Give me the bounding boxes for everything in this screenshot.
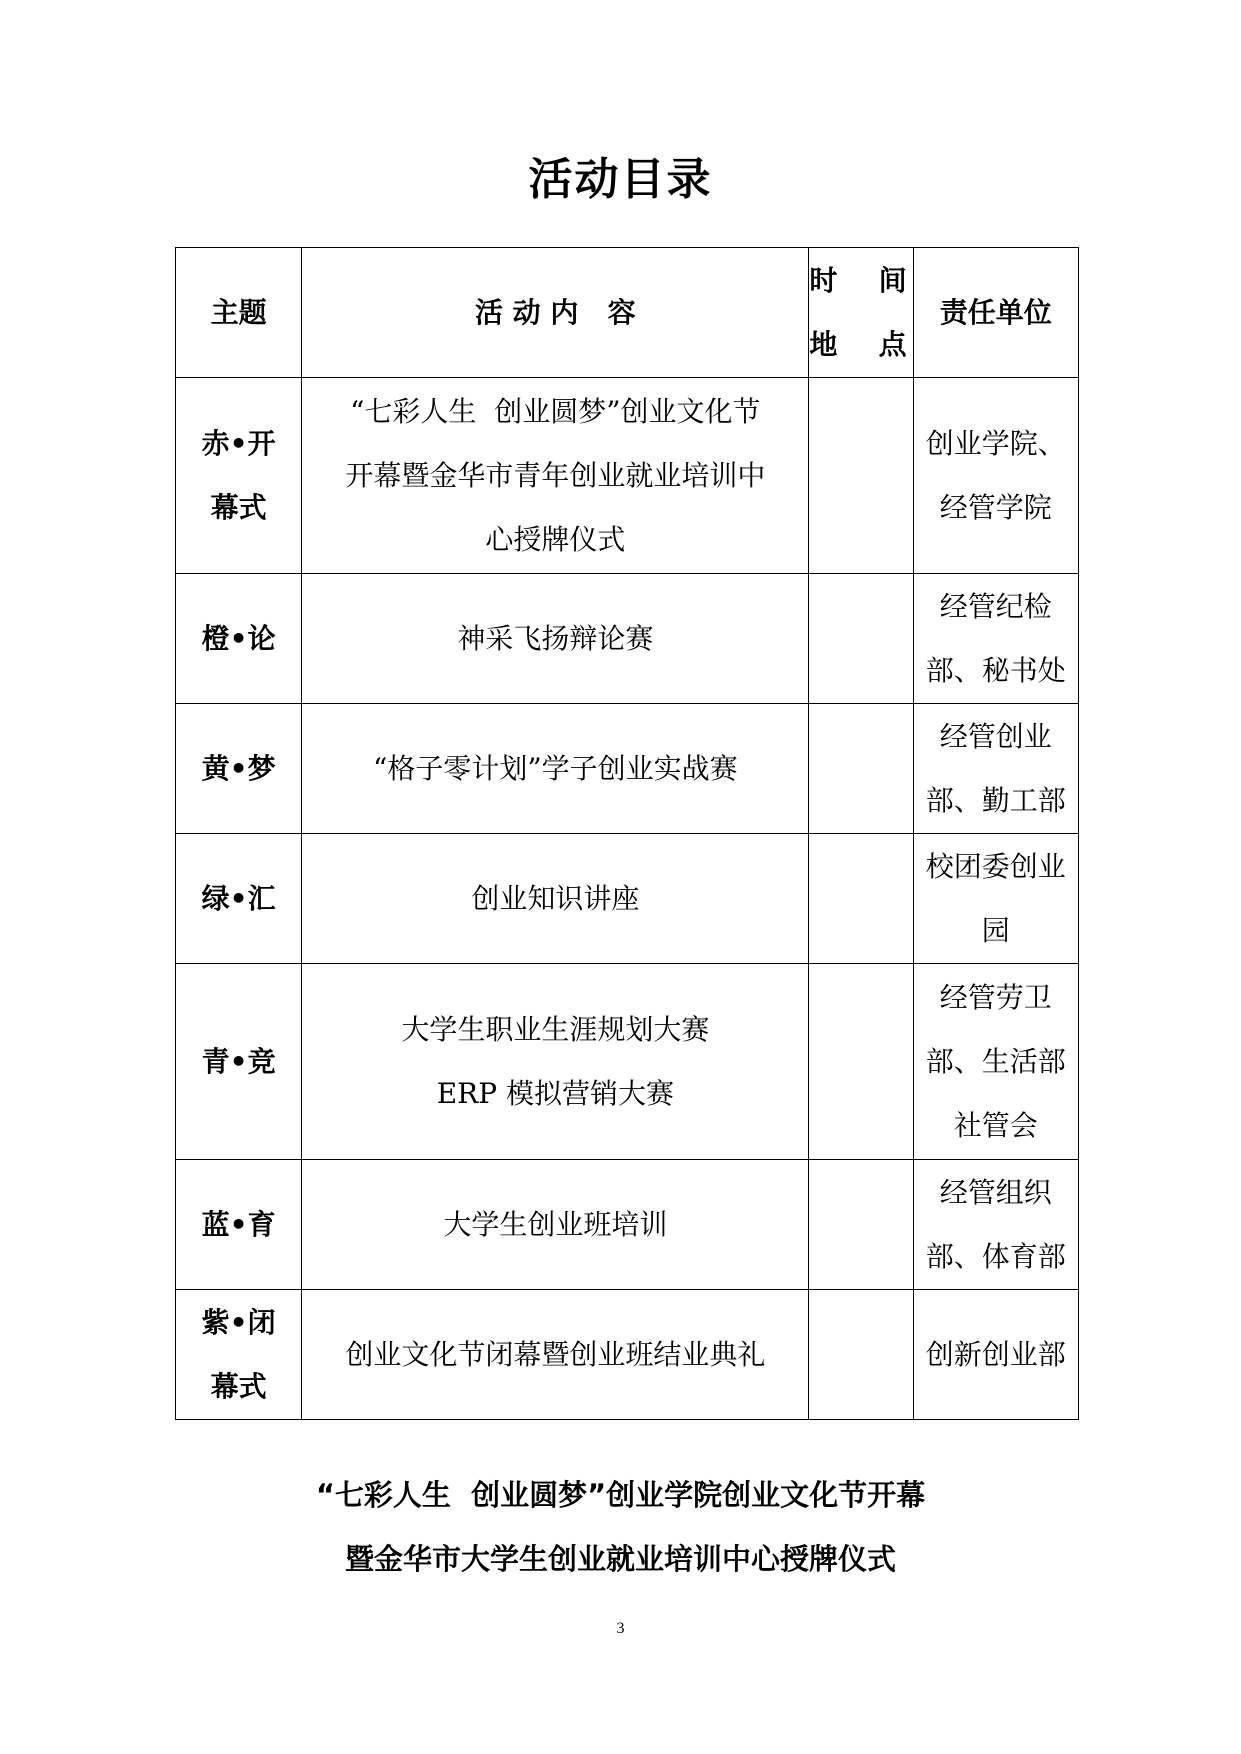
row-theme bbox=[176, 574, 302, 704]
row-time-place bbox=[809, 704, 913, 834]
row-theme bbox=[176, 834, 302, 964]
row-unit bbox=[913, 1290, 1078, 1420]
row-unit bbox=[913, 704, 1078, 834]
row-theme bbox=[176, 964, 302, 1160]
content-line: “格子零计划”学子创业实战赛 bbox=[373, 751, 738, 785]
header-time-char-2: 间 bbox=[878, 263, 907, 297]
table-row bbox=[176, 834, 1079, 964]
section-heading-line-1: “七彩人生 创业圆梦”创业学院创业文化节开幕 bbox=[315, 1478, 926, 1512]
header-time-place bbox=[809, 248, 913, 378]
content-line: 创业知识讲座 bbox=[471, 881, 640, 915]
unit-text: 经管创业部、勤工部 bbox=[925, 719, 1066, 817]
row-unit bbox=[913, 1160, 1078, 1290]
content-line: 心授牌仪式 bbox=[485, 522, 626, 556]
theme-text: 橙•论 bbox=[201, 621, 276, 655]
page-title: 活动目录 bbox=[528, 154, 713, 205]
row-theme bbox=[176, 1160, 302, 1290]
content-line: “七彩人生 创业圆梦”创业文化节 bbox=[350, 394, 761, 428]
row-theme bbox=[176, 704, 302, 834]
unit-text: 校团委创业园 bbox=[925, 849, 1066, 947]
row-content bbox=[302, 574, 809, 704]
header-content: 活 动 内 容 bbox=[302, 248, 809, 378]
row-content bbox=[302, 1160, 809, 1290]
table-header-row bbox=[176, 248, 1079, 378]
row-time-place bbox=[809, 834, 913, 964]
section-heading-line-2: 暨金华市大学生创业就业培训中心授牌仪式 bbox=[344, 1542, 896, 1576]
content-line: 神采飞扬辩论赛 bbox=[457, 621, 654, 655]
theme-text: 蓝•育 bbox=[201, 1207, 276, 1241]
header-place-char-2: 点 bbox=[878, 327, 907, 361]
row-content bbox=[302, 704, 809, 834]
header-theme: 主题 bbox=[176, 248, 302, 378]
header-unit: 责任单位 bbox=[913, 248, 1078, 378]
unit-text: 创新创业部 bbox=[925, 1337, 1066, 1371]
row-unit bbox=[913, 574, 1078, 704]
page-number: 3 bbox=[616, 1620, 625, 1637]
header-place-char-1: 地 bbox=[809, 327, 838, 361]
unit-text: 经管劳卫部、生活部社管会 bbox=[925, 980, 1066, 1142]
table-row bbox=[176, 1290, 1079, 1420]
table-row bbox=[176, 704, 1079, 834]
activity-table bbox=[175, 247, 1079, 1420]
table-row bbox=[176, 964, 1079, 1160]
row-content bbox=[302, 964, 809, 1160]
content-line: 大学生职业生涯规划大赛 bbox=[401, 1012, 710, 1046]
row-content bbox=[302, 1290, 809, 1420]
theme-text: 青•竞 bbox=[201, 1044, 276, 1078]
theme-text: 紫•闭幕式 bbox=[201, 1305, 276, 1403]
content-line: 创业文化节闭幕暨创业班结业典礼 bbox=[345, 1337, 766, 1371]
unit-text: 经管组织部、体育部 bbox=[925, 1175, 1066, 1273]
row-content bbox=[302, 378, 809, 574]
theme-text: 黄•梦 bbox=[201, 751, 276, 785]
row-theme bbox=[176, 378, 302, 574]
row-time-place bbox=[809, 1290, 913, 1420]
header-place-line bbox=[809, 313, 912, 377]
row-time-place bbox=[809, 378, 913, 574]
unit-text: 经管纪检部、秘书处 bbox=[925, 589, 1066, 687]
table-row bbox=[176, 574, 1079, 704]
table-row bbox=[176, 1160, 1079, 1290]
table-row bbox=[176, 378, 1079, 574]
row-unit bbox=[913, 834, 1078, 964]
row-time-place bbox=[809, 1160, 913, 1290]
row-time-place bbox=[809, 574, 913, 704]
unit-text: 创业学院、经管学院 bbox=[925, 426, 1066, 524]
theme-text: 赤•开幕式 bbox=[201, 426, 276, 524]
content-line: 开幕暨金华市青年创业就业培训中 bbox=[345, 458, 766, 492]
content-line: ERP 模拟营销大赛 bbox=[436, 1076, 674, 1110]
row-theme bbox=[176, 1290, 302, 1420]
row-unit bbox=[913, 378, 1078, 574]
row-unit bbox=[913, 964, 1078, 1160]
row-content bbox=[302, 834, 809, 964]
header-time-line bbox=[809, 249, 912, 313]
theme-text: 绿•汇 bbox=[201, 881, 276, 915]
header-time-char-1: 时 bbox=[809, 263, 838, 297]
content-line: 大学生创业班培训 bbox=[443, 1207, 668, 1241]
row-time-place bbox=[809, 964, 913, 1160]
